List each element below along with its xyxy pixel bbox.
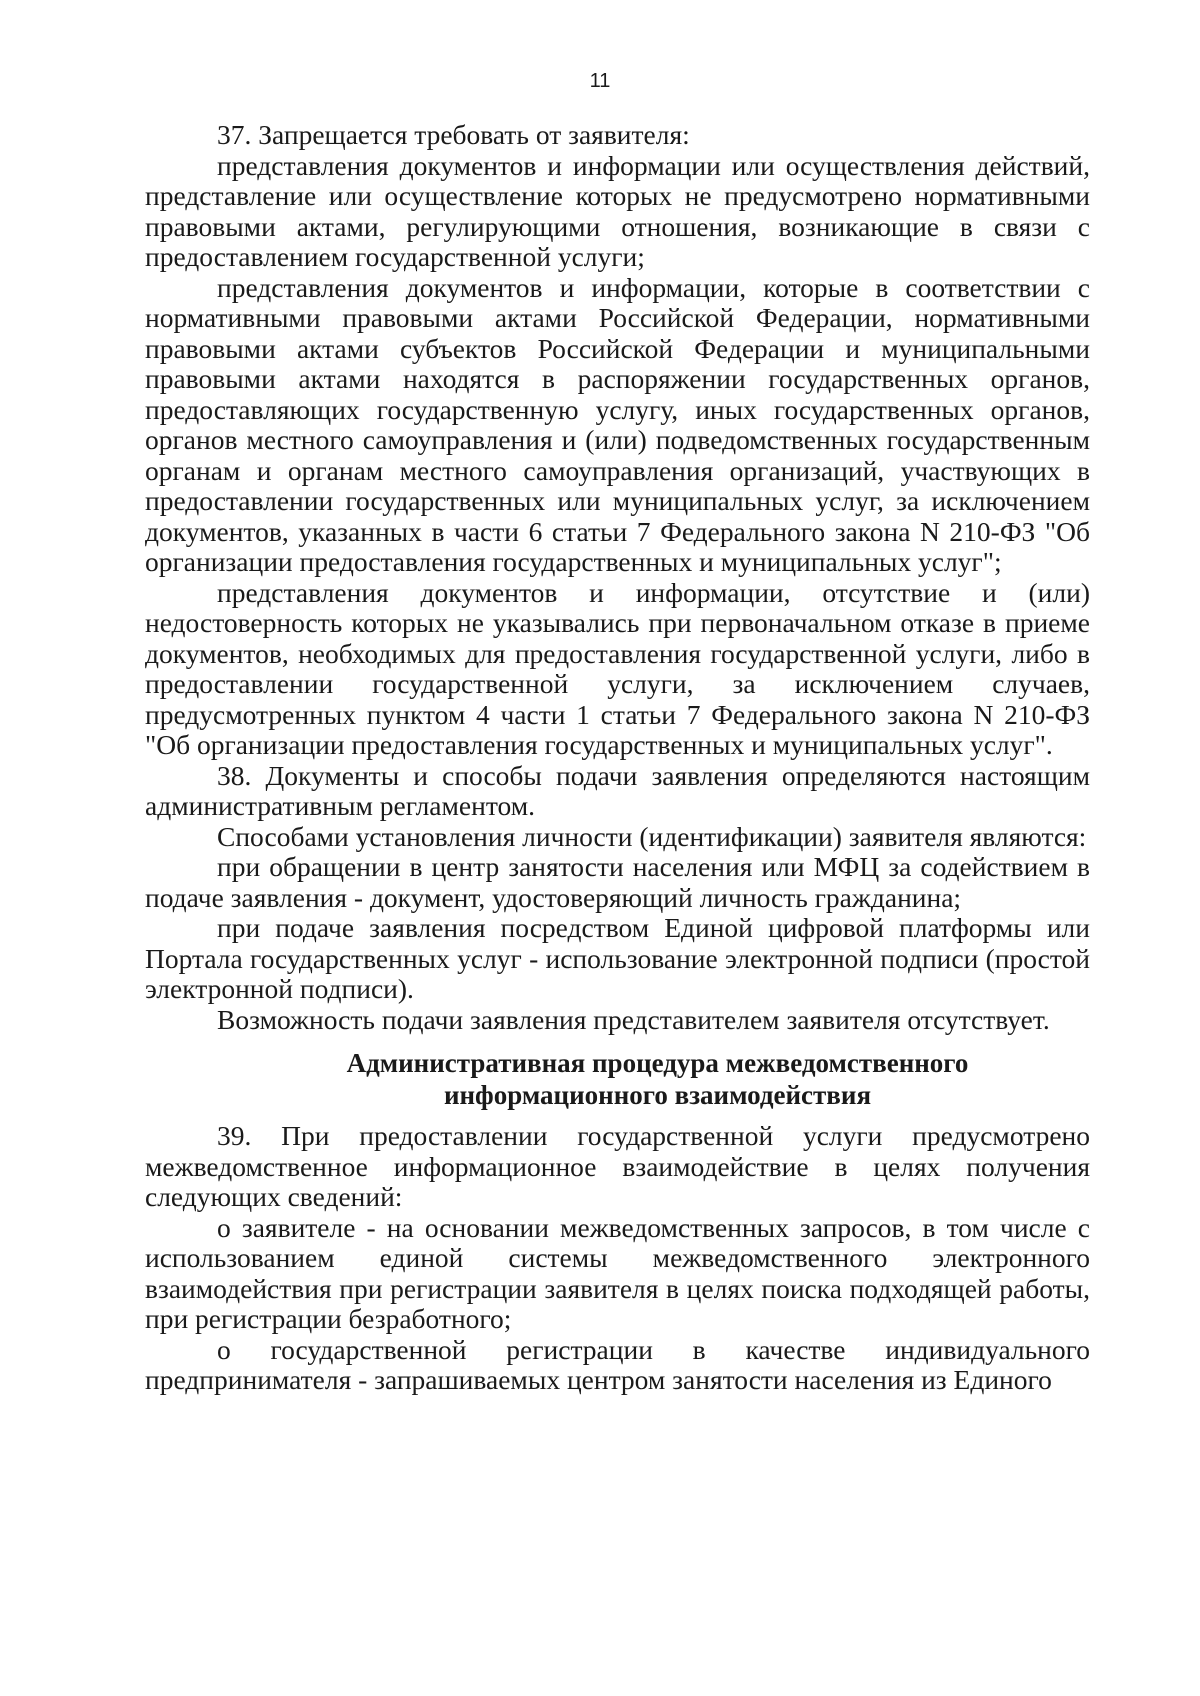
- paragraph-no-representative: Возможность подачи заявления представителем заявителя отсутствует.: [217, 1003, 1050, 1035]
- page-number: 11: [589, 70, 611, 92]
- paragraph-identification-intro: Способами установления личности (идентификации) заявителя являются:: [217, 820, 1087, 852]
- document-body: [145, 120, 1090, 1396]
- paragraph-prohibition-1: представления документов и информации или осуществления действий, представление или осуществление которых не предусмотрено нормативными правовыми актами, регулирующими отношения, возникающие в связи с предоставлением государственной услуги;: [145, 149, 1090, 272]
- paragraph-prohibition-3: представления документов и информации, отсутствие и (или) недостоверность которых не указывались при первоначальном отказе в приеме документов, необходимых для предоставления государственной услуги, либо в предоставлении государственной услуги, за исключением случаев, предусмотренных пунктом 4 части 1 статьи 7 Федерального закона N 210-ФЗ "Об организации предоставления государственных и муниципальных услуг".: [145, 576, 1090, 760]
- paragraph-prohibition-2: представления документов и информации, которые в соответствии с нормативными правовыми актами Российской Федерации, нормативными правовыми актами субъектов Российской Федерации и муниципальными правовыми актами находятся в распоряжении государственных органов, предоставляющих государственную услугу, иных государственных органов, органов местного самоуправления и (или) подведомственных государственным органам и органам местного самоуправления организаций, участвующих в предоставлении государственных или муниципальных услуг, за исключением документов, указанных в части 6 статьи 7 Федерального закона N 210-ФЗ "Об организации предоставления государственных и муниципальных услуг";: [145, 271, 1090, 577]
- section-heading: [145, 1047, 1090, 1111]
- paragraph-identification-1: при обращении в центр занятости населения или МФЦ за содействием в подаче заявления - документ, удостоверяющий личность гражданина;: [145, 851, 1090, 913]
- paragraph-item-39: 39. При предоставлении государственной услуги предусмотрено межведомственное информационное взаимодействие в целях получения следующих сведений:: [145, 1120, 1090, 1212]
- section-heading-line-2: информационного взаимодействия: [443, 1080, 872, 1110]
- paragraph-item-38: 38. Документы и способы подачи заявления определяются настоящим административным регламентом.: [145, 759, 1090, 821]
- paragraph-identification-2: при подаче заявления посредством Единой цифровой платформы или Портала государственных услуг - использование электронной подписи (простой электронной подписи).: [145, 912, 1090, 1004]
- paragraph-item-37-intro: 37. Запрещается требовать от заявителя:: [217, 119, 690, 150]
- paragraph-about-registration: о государственной регистрации в качестве индивидуального предпринимателя - запрашиваемых центром занятости населения из Единого: [145, 1333, 1090, 1395]
- paragraph-about-applicant: о заявителе - на основании межведомственных запросов, в том числе с использованием единой системы межведомственного электронного взаимодействия при регистрации заявителя в целях поиска подходящей работы, при регистрации безработного;: [145, 1211, 1090, 1334]
- section-heading-line-1: Административная процедура межведомственного: [346, 1048, 969, 1078]
